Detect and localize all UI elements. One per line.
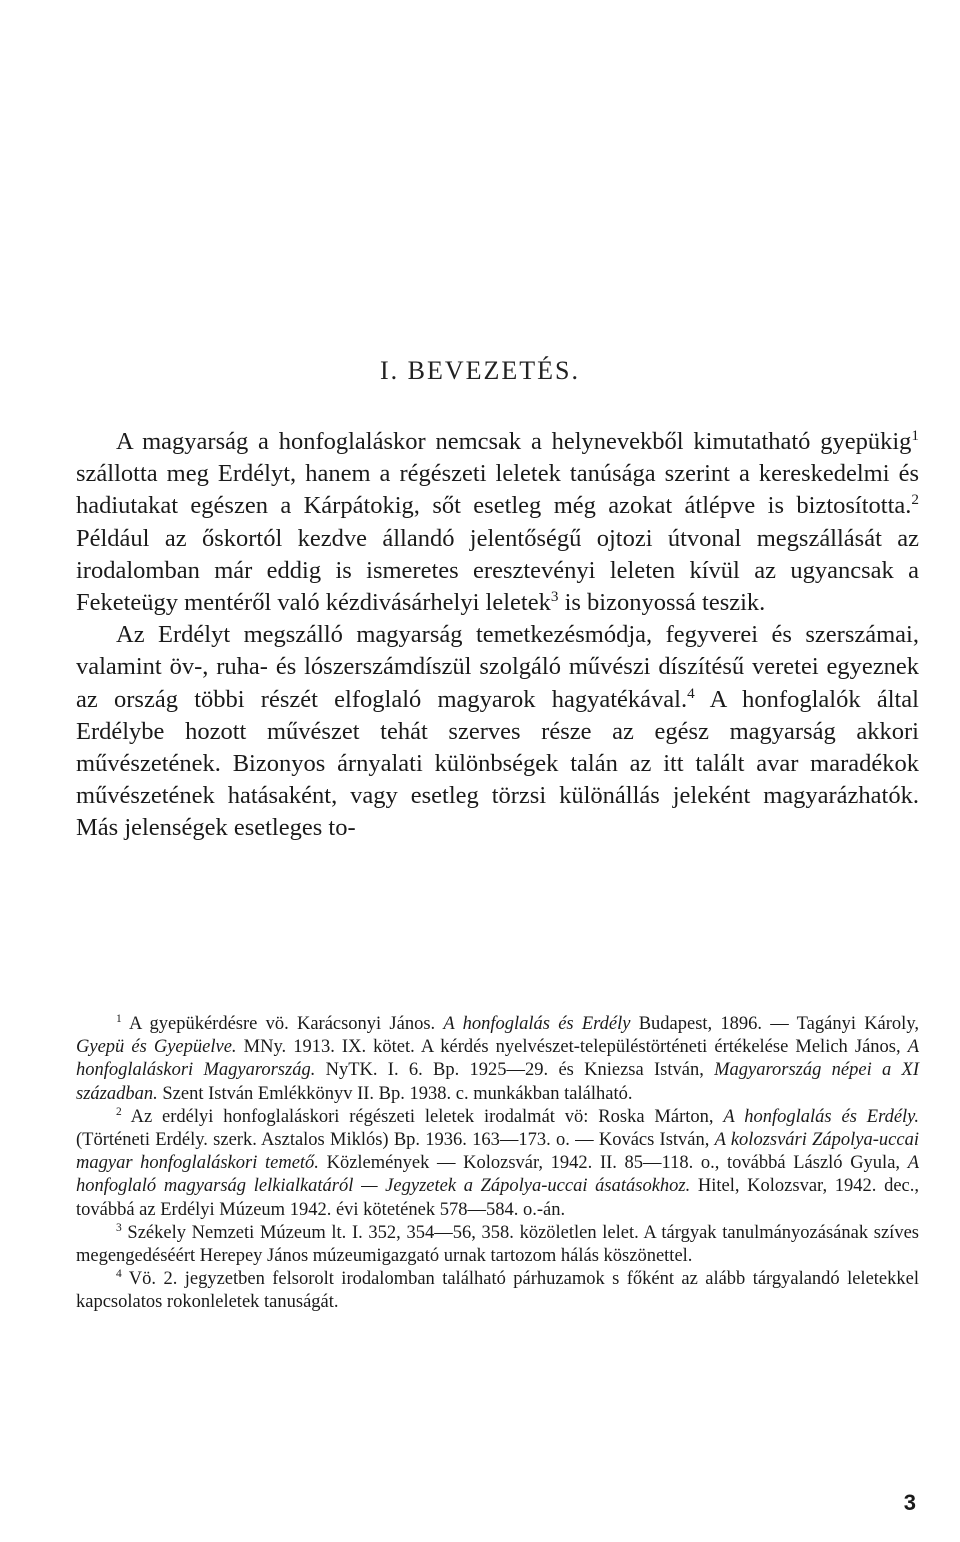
text-span: A magyarság a honfoglaláskor nemcsak a helynevekből kimutatható gyepükig — [116, 428, 912, 455]
text-span: Vö. 2. jegyzetben felsorolt irodalomban található párhuzamok s főként az alább tárgyalandó leletekkel kapcsolatos rokonleletek tanuságát. — [76, 1269, 919, 1313]
footnote-number: 3 — [116, 1221, 122, 1234]
text-span: NyTK. I. 6. Bp. 1925—29. és Kniezsa István, — [315, 1060, 715, 1081]
text-span: Például az őskortól kezdve állandó jelentőségű ojtozi útvonal megszállását az irodalomban már eddig is ismeretes eresztevényi leleten kívül az ugyancsak a Feketeügy mentéről való kézdivásárhelyi leletek — [76, 524, 919, 617]
text-span: Budapest, 1896. — Tagányi Károly, — [630, 1014, 919, 1034]
text-span: Hitel, Kolozsvar, 1942. dec., továbbá az Erdélyi Múzeum 1942. évi kötetének 578—584. o.-án. — [76, 1176, 919, 1220]
text-span: A gyepükérdésre vö. Karácsonyi János. — [121, 1014, 444, 1034]
footnote-ref: 3 — [550, 587, 559, 605]
footnote-ref: 4 — [687, 684, 695, 702]
italic-title: A kolozsvári Zápolya-uccai magyar honfoglaláskori temető. — [76, 1130, 919, 1174]
footnotes — [76, 1013, 919, 1315]
footnote-ref: 2 — [911, 491, 919, 509]
footnote-ref: 1 — [911, 426, 919, 444]
italic-title: Gyepü és Gyepüelve. — [76, 1037, 237, 1058]
italic-title: A honfoglalás és Erdély. — [723, 1106, 920, 1127]
text-span: Szent István Emlékkönyv II. Bp. 1938. c. munkákban található. — [157, 1083, 633, 1104]
text-span: Az Erdélyt megszálló magyarság temetkezésmódja, fegyverei és szerszámai, valamint öv-, ruha- és lószerszámdíszül szolgáló művészi díszítésű veretei egyeznek az ország többi részét elfoglaló magyarok hagyatékával. — [76, 621, 919, 713]
chapter-heading: I. BEVEZETÉS. — [379, 356, 581, 385]
footnote — [76, 1268, 919, 1314]
footnote-number: 4 — [116, 1268, 122, 1281]
footnote — [76, 1106, 919, 1222]
text-span: Székely Nemzeti Múzeum lt. I. 352, 354—56, 358. közöletlen lelet. A tárgyak tanulmányozásának szíves megengedéséért Herepey János múzeumigazgató urnak tartozom hálás köszönettel. — [76, 1222, 919, 1267]
text-span: szállotta meg Erdélyt, hanem a régészeti leletek tanúsága szerint a kereskedelmi és hadiutakat egészen a Kárpátokig, sőt esetleg még azokat átlépve is biztosította. — [76, 460, 919, 520]
text-span: is bizonyossá teszik. — [558, 589, 766, 617]
text-span: (Történeti Erdély. szerk. Asztalos Miklós) Bp. 1936. 163—173. o. — Kovács István, — [76, 1130, 715, 1151]
text-span: MNy. 1913. IX. kötet. A kérdés nyelvészet-településtörténeti értékelése Melich János, — [236, 1037, 908, 1058]
footnote-number: 2 — [116, 1105, 122, 1118]
main-text — [76, 426, 919, 845]
footnote — [76, 1222, 919, 1268]
italic-title: A honfoglaláskori Magyarország. — [76, 1037, 920, 1081]
footnote — [76, 1013, 919, 1106]
italic-title: A honfoglaló magyarság lelkialkatáról — Jegyzetek a Zápolya-uccai ásatásokhoz. — [76, 1153, 919, 1197]
text-span: Az erdélyi honfoglaláskori régészeti leletek irodalmát vö: Roska Márton, — [121, 1106, 724, 1127]
page-number: 3 — [903, 1490, 916, 1515]
text-span: Közlemények — Kolozsvár, 1942. II. 85—118. o., továbbá László Gyula, — [318, 1153, 908, 1174]
paragraph — [76, 426, 919, 619]
footnote-number: 1 — [116, 1012, 122, 1025]
italic-title: A honfoglalás és Erdély — [443, 1014, 631, 1034]
italic-title: Magyarország népei a XI században. — [76, 1060, 920, 1104]
paragraph — [76, 619, 919, 844]
text-span: A honfoglalók által Erdélybe hozott művészet tehát szerves része az egész magyarság akkori művészetének. Bizonyos árnyalati különbségek talán az itt talált avar maradékok művészetének hatásaként, vagy esetleg törzsi különállás jeleként magyarázhatók. Más jelenségek esetleges to- — [76, 685, 919, 842]
